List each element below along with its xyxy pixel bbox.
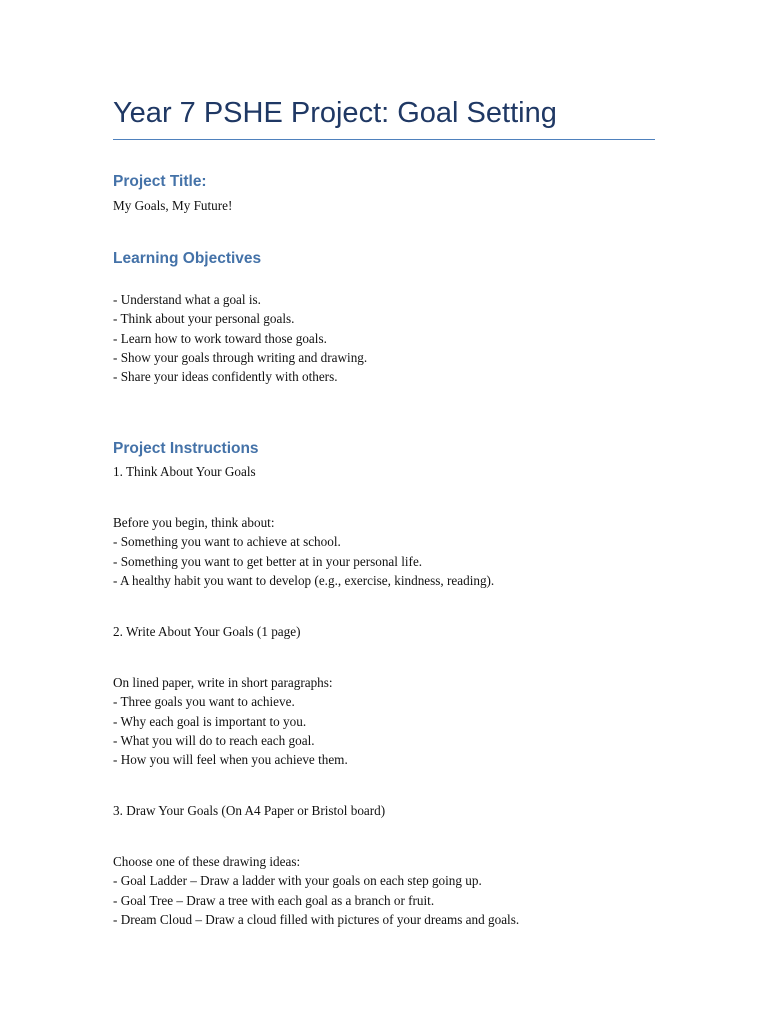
title-underline	[113, 139, 655, 140]
step-2-list	[113, 673, 348, 769]
list-item: - Think about your personal goals.	[113, 311, 295, 327]
step-2-intro: On lined paper, write in short paragraphs:	[113, 675, 333, 690]
list-item: - Something you want to get better at in your personal life.	[113, 553, 423, 569]
list-item: - Goal Ladder – Draw a ladder with your goals on each step going up.	[113, 873, 482, 889]
step-2-title: 2. Write About Your Goals (1 page)	[113, 624, 301, 639]
list-item: - Show your goals through writing and drawing.	[113, 349, 368, 365]
list-item: - Understand what a goal is.	[113, 292, 261, 307]
list-item: - Goal Tree – Draw a tree with each goal as a branch or fruit.	[113, 892, 435, 908]
learning-objectives-list	[113, 290, 367, 386]
step-1-intro: Before you begin, think about:	[113, 515, 275, 530]
project-title-value: My Goals, My Future!	[113, 198, 233, 213]
step-3-intro: Choose one of these drawing ideas:	[113, 854, 301, 869]
project-title-heading: Project Title:	[113, 173, 207, 190]
step-3-list	[113, 852, 519, 929]
list-item: - How you will feel when you achieve them.	[113, 752, 348, 768]
step-1-title: 1. Think About Your Goals	[113, 464, 256, 479]
project-instructions-heading: Project Instructions	[113, 440, 259, 457]
step-3-title: 3. Draw Your Goals (On A4 Paper or Bristol board)	[113, 803, 386, 818]
learning-objectives-heading: Learning Objectives	[113, 250, 262, 267]
list-item: - Dream Cloud – Draw a cloud filled with pictures of your dreams and goals.	[113, 911, 520, 927]
document-title: Year 7 PSHE Project: Goal Setting	[113, 97, 557, 129]
list-item: - Something you want to achieve at school.	[113, 534, 341, 550]
list-item: - Three goals you want to achieve.	[113, 694, 295, 710]
step-1-list	[113, 513, 494, 590]
list-item: - Why each goal is important to you.	[113, 713, 307, 729]
list-item: - A healthy habit you want to develop (e.g., exercise, kindness, reading).	[113, 572, 495, 588]
list-item: - Share your ideas confidently with others.	[113, 369, 338, 385]
list-item: - What you will do to reach each goal.	[113, 732, 315, 748]
list-item: - Learn how to work toward those goals.	[113, 330, 327, 346]
